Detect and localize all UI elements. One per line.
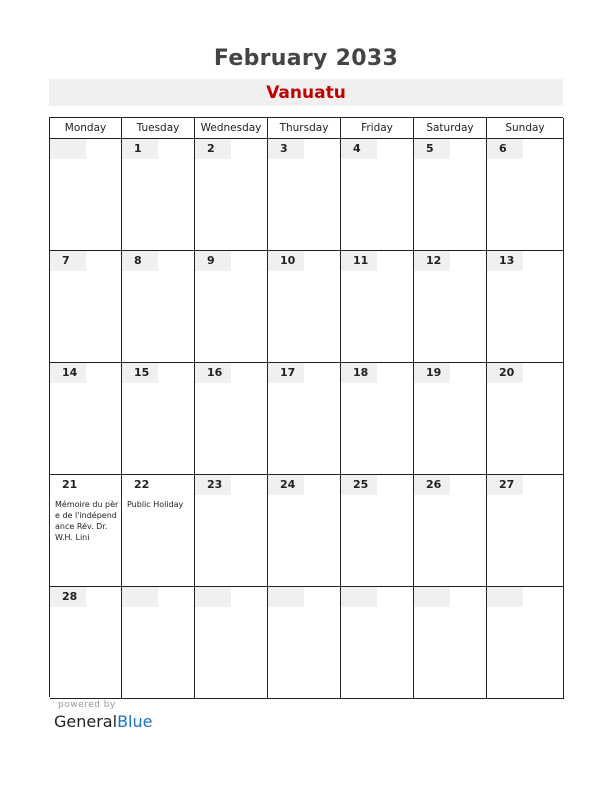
day-cell[interactable]	[268, 251, 341, 363]
country-name: Vanuatu	[266, 83, 346, 103]
day-number	[195, 587, 231, 607]
day-number: 25	[341, 475, 377, 495]
weekday-header-5: Saturday	[414, 118, 487, 139]
day-number	[341, 587, 377, 607]
weekday-header-2: Wednesday	[195, 118, 268, 139]
day-cell[interactable]	[122, 587, 195, 699]
day-number: 19	[414, 363, 450, 383]
day-cell[interactable]	[195, 363, 268, 475]
day-number: 18	[341, 363, 377, 383]
day-cell[interactable]	[487, 475, 564, 587]
day-cell[interactable]	[50, 139, 122, 251]
day-number: 5	[414, 139, 450, 159]
day-cell[interactable]	[195, 587, 268, 699]
day-cell[interactable]	[268, 139, 341, 251]
day-cell[interactable]	[414, 251, 487, 363]
day-cell[interactable]	[487, 251, 564, 363]
calendar-title: February 2033	[213, 46, 399, 71]
day-cell[interactable]	[341, 251, 414, 363]
brand-blue: Blue	[117, 712, 153, 731]
day-number: 8	[122, 251, 158, 271]
day-cell[interactable]	[341, 139, 414, 251]
day-number: 16	[195, 363, 231, 383]
day-number: 15	[122, 363, 158, 383]
day-number: 27	[487, 475, 523, 495]
day-number: 7	[50, 251, 86, 271]
holiday-event: Public Holiday	[127, 500, 184, 509]
day-number: 12	[414, 251, 450, 271]
day-number: 21	[50, 475, 86, 495]
day-number: 26	[414, 475, 450, 495]
country-banner	[49, 79, 563, 106]
day-cell[interactable]	[268, 363, 341, 475]
generalblue-logo[interactable]	[54, 712, 152, 731]
day-number: 24	[268, 475, 304, 495]
day-number: 10	[268, 251, 304, 271]
day-cell[interactable]	[341, 475, 414, 587]
day-cell[interactable]	[195, 475, 268, 587]
day-number: 17	[268, 363, 304, 383]
day-cell[interactable]	[122, 475, 195, 587]
calendar-grid	[49, 117, 563, 697]
day-number: 9	[195, 251, 231, 271]
day-cell[interactable]	[195, 251, 268, 363]
day-number: 13	[487, 251, 523, 271]
weekday-header-1: Tuesday	[122, 118, 195, 139]
day-cell[interactable]	[122, 363, 195, 475]
day-number: 11	[341, 251, 377, 271]
day-number: 23	[195, 475, 231, 495]
day-cell[interactable]	[50, 587, 122, 699]
day-number	[268, 587, 304, 607]
day-cell[interactable]	[414, 587, 487, 699]
day-cell[interactable]	[50, 251, 122, 363]
day-number: 14	[50, 363, 86, 383]
weekday-header-0: Monday	[50, 118, 122, 139]
day-cell[interactable]	[414, 363, 487, 475]
weekday-header-3: Thursday	[268, 118, 341, 139]
day-number: 3	[268, 139, 304, 159]
day-number: 22	[122, 475, 158, 495]
weekday-header-row	[50, 118, 563, 139]
day-cell[interactable]	[195, 139, 268, 251]
day-cell[interactable]	[50, 475, 122, 587]
holiday-event: Mémoire du père de l'indépendance Rév. Dr. W.H. Lini	[55, 500, 119, 542]
day-cell[interactable]	[122, 251, 195, 363]
day-number: 2	[195, 139, 231, 159]
day-number: 4	[341, 139, 377, 159]
powered-by-text: powered by	[58, 700, 116, 710]
day-cell[interactable]	[341, 363, 414, 475]
day-number	[50, 139, 86, 159]
day-cell[interactable]	[487, 139, 564, 251]
weekday-header-4: Friday	[341, 118, 414, 139]
weekday-header-6: Sunday	[487, 118, 564, 139]
day-cell[interactable]	[341, 587, 414, 699]
day-cell[interactable]	[50, 363, 122, 475]
day-cell[interactable]	[122, 139, 195, 251]
day-number: 6	[487, 139, 523, 159]
day-number: 1	[122, 139, 158, 159]
day-number	[122, 587, 158, 607]
day-cell[interactable]	[414, 139, 487, 251]
day-cell[interactable]	[414, 475, 487, 587]
brand-general: General	[54, 712, 118, 731]
day-cell[interactable]	[268, 475, 341, 587]
day-number	[487, 587, 523, 607]
day-cell[interactable]	[487, 363, 564, 475]
day-number: 28	[50, 587, 86, 607]
day-number: 20	[487, 363, 523, 383]
day-number	[414, 587, 450, 607]
day-cell[interactable]	[268, 587, 341, 699]
day-cell[interactable]	[487, 587, 564, 699]
